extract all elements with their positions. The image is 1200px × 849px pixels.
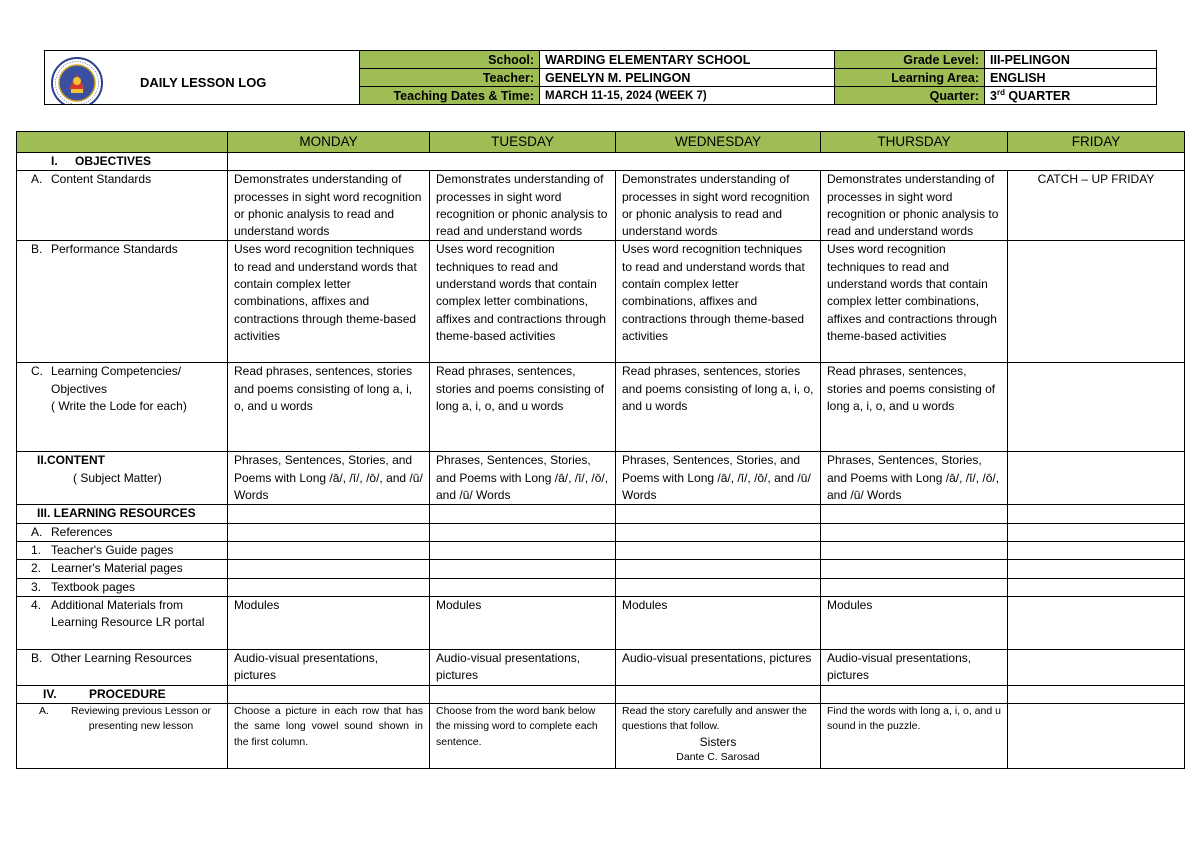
- references-heading: [17, 523, 228, 541]
- grade-label: Grade Level:: [835, 51, 985, 69]
- procedure-row: [17, 685, 1185, 703]
- resources-wed: [616, 505, 821, 523]
- day-monday: MONDAY: [228, 132, 430, 153]
- teacher-label: Teacher:: [360, 69, 540, 87]
- procedure-label: PROCEDURE: [89, 686, 166, 701]
- learners-material-wed: [616, 560, 821, 578]
- resources-thu: [821, 505, 1008, 523]
- content-heading: [17, 452, 228, 505]
- teachers-guide-tue: [430, 542, 616, 560]
- reviewing-thu: Find the words with long a, i, o, and u sound in the puzzle.: [821, 703, 1008, 768]
- additional-materials-fri: [1008, 596, 1185, 649]
- day-tuesday: TUESDAY: [430, 132, 616, 153]
- objectives-heading: [17, 153, 228, 171]
- textbook-num: 3.: [31, 579, 42, 594]
- resources-label: III. LEARNING RESOURCES: [37, 506, 196, 521]
- references-mon: [228, 523, 430, 541]
- performance-standards-num: B.: [31, 242, 43, 257]
- reviewing-label: Reviewing previous Lesson or presenting new lesson: [70, 704, 212, 733]
- performance-standards-tue: Uses word recognition techniques to read and understand words that contain complex letter combinations, affixes and contractions through theme-based activities: [430, 241, 616, 363]
- dates-label: Teaching Dates & Time:: [360, 87, 540, 105]
- textbook-label: Textbook pages: [51, 579, 136, 594]
- performance-standards-fri: [1008, 241, 1185, 363]
- textbook-thu: [821, 578, 1008, 596]
- procedure-num: IV.: [43, 686, 57, 701]
- learners-material-mon: [228, 560, 430, 578]
- reviewing-mon: Choose a picture in each row that has the same long vowel sound shown in the first column.: [228, 703, 430, 768]
- competencies-mon: Read phrases, sentences, stories and poems consisting of long a, i, o, and u words: [228, 363, 430, 452]
- competencies-num: C.: [31, 364, 43, 379]
- performance-standards-wed: Uses word recognition techniques to read and understand words that contain complex letter combinations, affixes and contractions through theme-based activities: [616, 241, 821, 363]
- content-subject-matter: ( Subject Matter): [73, 470, 162, 485]
- day-friday: FRIDAY: [1008, 132, 1185, 153]
- additional-materials-wed: Modules: [616, 596, 821, 649]
- teachers-guide-row: [17, 542, 1185, 560]
- content-standards-label: Content Standards: [51, 172, 152, 187]
- document-title: DAILY LESSON LOG: [140, 75, 267, 90]
- school-value: WARDING ELEMENTARY SCHOOL: [540, 51, 835, 69]
- content-standards-row: [17, 171, 1185, 241]
- additional-materials-row: [17, 596, 1185, 649]
- objectives-label: OBJECTIVES: [75, 154, 152, 168]
- other-resources-tue: Audio-visual presentations, pictures: [430, 649, 616, 685]
- content-wed: Phrases, Sentences, Stories, and Poems with Long /ā/, /ī/, /ō/, and /ū/ Words: [616, 452, 821, 505]
- procedure-fri: [1008, 685, 1185, 703]
- references-fri: [1008, 523, 1185, 541]
- references-row: [17, 523, 1185, 541]
- content-standards-mon: Demonstrates understanding of processes in sight word recognition or phonic analysis to read and understand words: [228, 171, 430, 241]
- performance-standards-thu: Uses word recognition techniques to read and understand words that contain complex letter combinations, affixes and contractions through theme-based activities: [821, 241, 1008, 363]
- learners-material-thu: [821, 560, 1008, 578]
- school-label: School:: [360, 51, 540, 69]
- textbook-row: [17, 578, 1185, 596]
- resources-heading: [17, 505, 228, 523]
- reviewing-row: [17, 703, 1185, 768]
- teachers-guide-heading: [17, 542, 228, 560]
- competencies-thu: Read phrases, sentences, stories and poems consisting of long a, i, o, and u words: [821, 363, 1008, 452]
- other-resources-fri: [1008, 649, 1185, 685]
- resources-mon: [228, 505, 430, 523]
- content-row: [17, 452, 1185, 505]
- competencies-label: Learning Competencies/ Objectives: [51, 364, 182, 396]
- content-standards-tue: Demonstrates understanding of processes in sight word recognition or phonic analysis to read and understand words: [430, 171, 616, 241]
- learners-material-row: [17, 560, 1185, 578]
- other-resources-wed: Audio-visual presentations, pictures: [616, 649, 821, 685]
- story-author: Dante C. Sarosad: [676, 751, 760, 764]
- header-logo-cell: [45, 51, 360, 105]
- additional-materials-thu: Modules: [821, 596, 1008, 649]
- additional-materials-num: 4.: [31, 597, 42, 612]
- teachers-guide-fri: [1008, 542, 1185, 560]
- content-standards-thu: Demonstrates understanding of processes in sight word recognition or phonic analysis to read and understand words: [821, 171, 1008, 241]
- teachers-guide-label: Teacher's Guide pages: [51, 543, 174, 558]
- resources-tue: [430, 505, 616, 523]
- reviewing-tue: Choose from the word bank below the missing word to complete each sentence.: [430, 703, 616, 768]
- day-header-row: [17, 132, 1185, 153]
- procedure-wed: [616, 685, 821, 703]
- additional-materials-heading: [17, 596, 228, 649]
- other-resources-thu: Audio-visual presentations, pictures: [821, 649, 1008, 685]
- objectives-row: [17, 153, 1185, 171]
- additional-materials-mon: Modules: [228, 596, 430, 649]
- content-standards-heading: [17, 171, 228, 241]
- textbook-fri: [1008, 578, 1185, 596]
- performance-standards-label: Performance Standards: [51, 242, 178, 257]
- reviewing-num: A.: [39, 704, 49, 717]
- objectives-num: I.: [51, 154, 58, 168]
- references-tue: [430, 523, 616, 541]
- quarter-number: 3: [990, 88, 997, 103]
- learners-material-num: 2.: [31, 561, 42, 576]
- learners-material-tue: [430, 560, 616, 578]
- story-title: Sisters: [699, 734, 737, 749]
- content-thu: Phrases, Sentences, Stories, and Poems with Long /ā/, /ī/, /ō/, and /ū/ Words: [821, 452, 1008, 505]
- content-label: II.CONTENT: [37, 453, 105, 468]
- additional-materials-tue: Modules: [430, 596, 616, 649]
- area-value: ENGLISH: [985, 69, 1157, 87]
- procedure-mon: [228, 685, 430, 703]
- performance-standards-row: [17, 241, 1185, 363]
- competencies-wed: Read phrases, sentences, stories and poems consisting of long a, i, o, and u words: [616, 363, 821, 452]
- other-resources-heading: [17, 649, 228, 685]
- learners-material-label: Learner's Material pages: [51, 561, 183, 576]
- day-thursday: THURSDAY: [821, 132, 1008, 153]
- content-mon: Phrases, Sentences, Stories, and Poems with Long /ā/, /ī/, /ō/, and /ū/ Words: [228, 452, 430, 505]
- other-resources-mon: Audio-visual presentations, pictures: [228, 649, 430, 685]
- area-label: Learning Area:: [835, 69, 985, 87]
- quarter-word: QUARTER: [1004, 88, 1071, 103]
- performance-standards-heading: [17, 241, 228, 363]
- reviewing-wed: [616, 703, 821, 768]
- quarter-label: Quarter:: [835, 87, 985, 105]
- other-resources-label: Other Learning Resources: [51, 650, 192, 665]
- references-num: A.: [31, 524, 43, 539]
- resources-fri: [1008, 505, 1185, 523]
- competencies-heading: [17, 363, 228, 452]
- quarter-suffix: rd: [996, 87, 1005, 97]
- dates-value: MARCH 11-15, 2024 (WEEK 7): [540, 87, 835, 105]
- content-standards-fri: CATCH – UP FRIDAY: [1008, 171, 1185, 241]
- objectives-span-cell: [228, 153, 1185, 171]
- references-label: References: [51, 524, 113, 539]
- content-fri: [1008, 452, 1185, 505]
- teacher-value: GENELYN M. PELINGON: [540, 69, 835, 87]
- textbook-heading: [17, 578, 228, 596]
- quarter-value: [985, 87, 1157, 105]
- references-wed: [616, 523, 821, 541]
- learners-material-heading: [17, 560, 228, 578]
- competencies-row: [17, 363, 1185, 452]
- content-standards-wed: Demonstrates understanding of processes in sight word recognition or phonic analysis to read and understand words: [616, 171, 821, 241]
- lesson-log-table: [16, 131, 1185, 769]
- procedure-thu: [821, 685, 1008, 703]
- day-wednesday: WEDNESDAY: [616, 132, 821, 153]
- reviewing-heading: [17, 703, 228, 768]
- resources-row: [17, 505, 1185, 523]
- textbook-mon: [228, 578, 430, 596]
- references-thu: [821, 523, 1008, 541]
- reviewing-fri: [1008, 703, 1185, 768]
- other-resources-row: [17, 649, 1185, 685]
- textbook-tue: [430, 578, 616, 596]
- competencies-note: ( Write the Lode for each): [51, 399, 187, 414]
- teachers-guide-mon: [228, 542, 430, 560]
- content-standards-num: A.: [31, 172, 43, 187]
- day-header-blank: [17, 132, 228, 153]
- competencies-fri: [1008, 363, 1185, 452]
- reviewing-wed-instructions: Read the story carefully and answer the questions that follow.: [622, 704, 808, 733]
- competencies-tue: Read phrases, sentences, stories and poems consisting of long a, i, o, and u words: [430, 363, 616, 452]
- learners-material-fri: [1008, 560, 1185, 578]
- textbook-wed: [616, 578, 821, 596]
- procedure-tue: [430, 685, 616, 703]
- additional-materials-label: Additional Materials from Learning Resource LR portal: [51, 597, 205, 630]
- grade-value: III-PELINGON: [985, 51, 1157, 69]
- procedure-heading: [17, 685, 228, 703]
- teachers-guide-wed: [616, 542, 821, 560]
- content-tue: Phrases, Sentences, Stories, and Poems with Long /ā/, /ī/, /ō/, and /ū/ Words: [430, 452, 616, 505]
- header-table: [44, 50, 1157, 105]
- other-resources-num: B.: [31, 650, 43, 665]
- deped-seal-icon: [51, 57, 103, 105]
- performance-standards-mon: Uses word recognition techniques to read and understand words that contain complex letter combinations, affixes and contractions through theme-based activities: [228, 241, 430, 363]
- teachers-guide-num: 1.: [31, 543, 42, 558]
- teachers-guide-thu: [821, 542, 1008, 560]
